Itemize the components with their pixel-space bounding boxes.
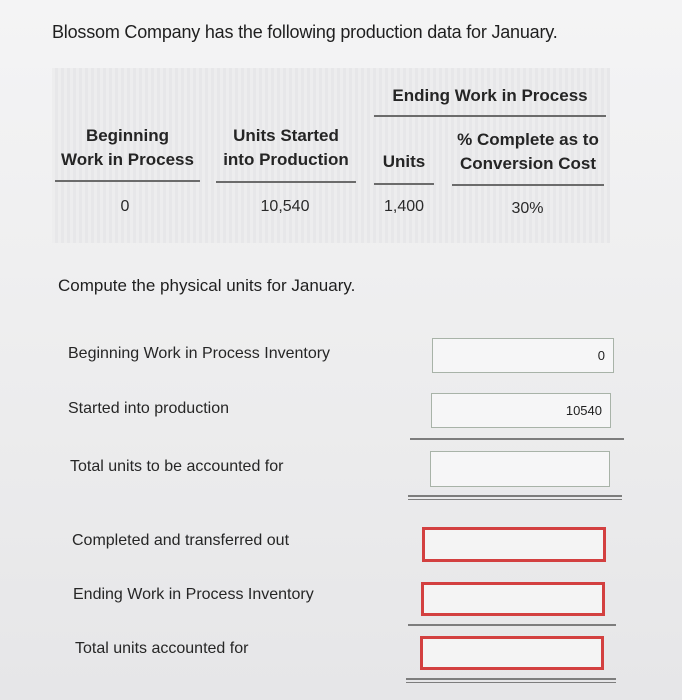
label-beginning-wip-inventory: Beginning Work in Process Inventory bbox=[68, 345, 331, 362]
problem-title: Blossom Company has the following production data for January. bbox=[52, 22, 558, 42]
label-completed-transferred: Completed and transferred out bbox=[72, 532, 290, 549]
ending-wip-group-header: Ending Work in Process bbox=[392, 86, 588, 105]
label-total-units-accounted: Total units accounted for bbox=[75, 640, 249, 657]
total-rule-top-1 bbox=[408, 495, 622, 497]
subtotal-rule-1 bbox=[410, 438, 624, 440]
group-header-rule bbox=[374, 115, 606, 117]
label-ending-wip-inventory: Ending Work in Process Inventory bbox=[73, 586, 314, 603]
header-units-started-line1: Units Started bbox=[233, 126, 339, 145]
value-ending-units: 1,400 bbox=[383, 198, 425, 215]
header-units: Units bbox=[382, 152, 426, 171]
header-beginning-wip-line1: Beginning bbox=[85, 126, 170, 145]
header-rule-pct bbox=[452, 184, 604, 186]
header-pct-complete-line2: Conversion Cost bbox=[459, 154, 597, 173]
header-rule-beginning bbox=[55, 180, 200, 182]
total-rule-bottom-1 bbox=[408, 499, 622, 500]
header-pct-complete-line1: % Complete as to bbox=[457, 130, 599, 149]
total-units-to-account-input[interactable] bbox=[430, 451, 610, 487]
total-rule-bottom-2 bbox=[406, 682, 616, 683]
completed-transferred-input[interactable] bbox=[422, 527, 606, 562]
value-units-started: 10,540 bbox=[260, 198, 310, 215]
header-rule-units bbox=[374, 183, 434, 185]
label-started-into-production: Started into production bbox=[68, 400, 229, 417]
header-beginning-wip bbox=[55, 124, 200, 172]
label-total-units-to-account: Total units to be accounted for bbox=[70, 458, 284, 475]
total-units-accounted-input[interactable] bbox=[420, 636, 604, 670]
header-beginning-wip-line2: Work in Process bbox=[61, 150, 194, 169]
ending-wip-input[interactable] bbox=[421, 582, 605, 616]
subtotal-rule-2 bbox=[408, 624, 616, 626]
started-into-production-input[interactable]: 10540 bbox=[431, 393, 611, 428]
beginning-wip-input[interactable]: 0 bbox=[432, 338, 614, 373]
header-units-started-line2: into Production bbox=[223, 150, 349, 169]
question-text: Compute the physical units for January. bbox=[58, 276, 356, 295]
header-units-started bbox=[218, 124, 354, 172]
total-rule-top-2 bbox=[406, 678, 616, 680]
value-beginning-wip: 0 bbox=[120, 198, 130, 215]
header-rule-started bbox=[216, 181, 356, 183]
header-pct-complete bbox=[452, 128, 604, 176]
value-pct-complete: 30% bbox=[511, 200, 544, 217]
